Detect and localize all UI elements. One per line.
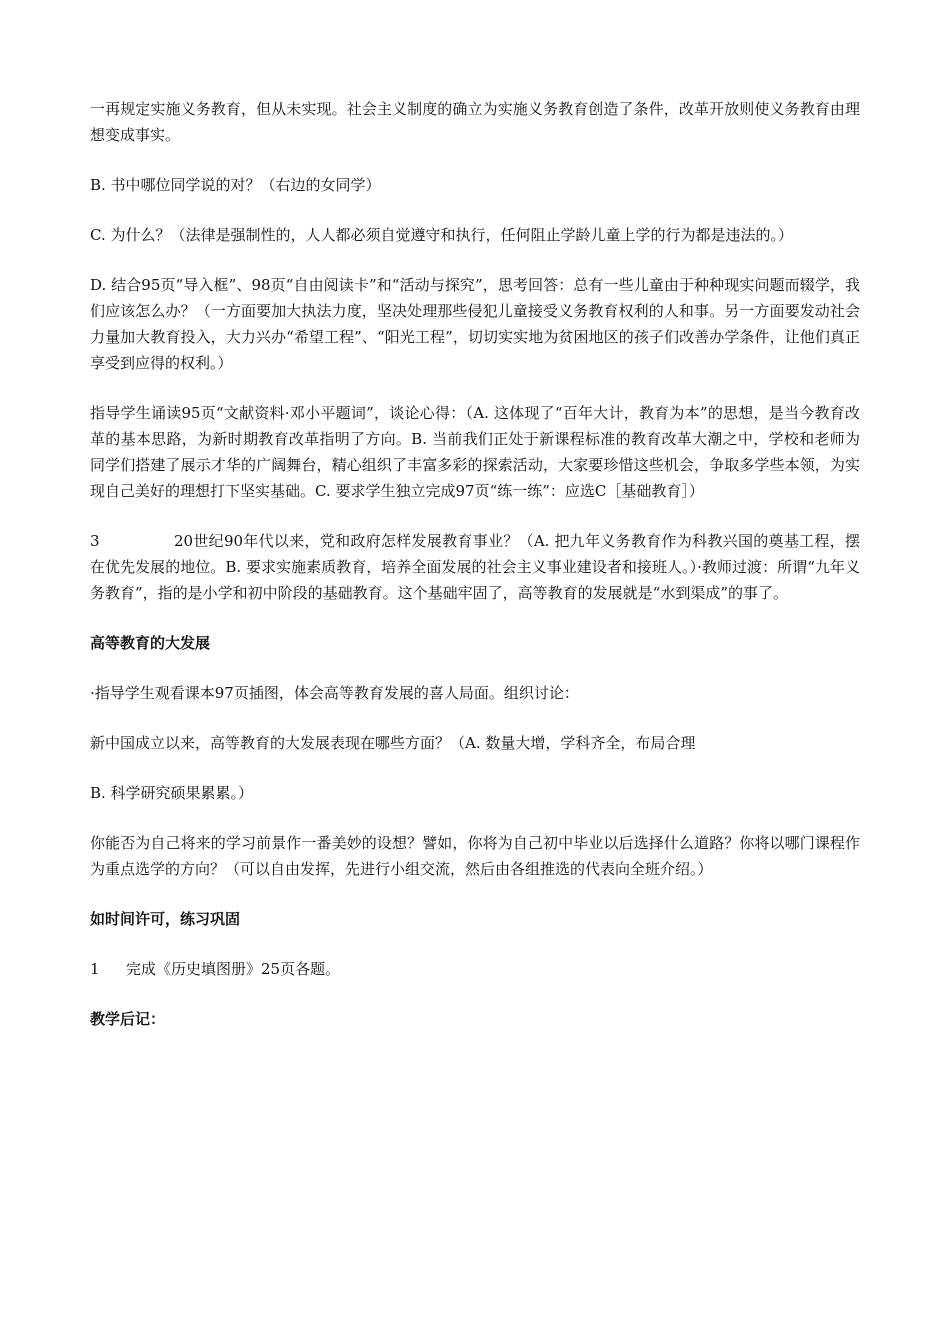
paragraph-deng-xiaoping-inscription: 指导学生诵读95页“文献资料·邓小平题词”，谈论心得：（A. 这体现了“百年大计，教育为本”的思想，是当今教育改革的基本思路，为新时期教育改革指明了方向。B. 当前我们正处于新课程标准的教育改革大潮之中，学校和老师为同学们搭建了展示才华的广阔舞台，精心组织了丰富多彩的探索活动，大家要珍惜这些机会，争取多学些本领，为实现自己美好的理想打下坚实基础。C. 要求学生独立完成97页“练一练”：应选C［基础教育］） bbox=[90, 404, 860, 500]
paragraph-question-c: C. 为什么？（法律是强制性的，人人都必须自觉遵守和执行，任何阻止学龄儿童上学的行为都是违法的。） bbox=[90, 226, 793, 244]
heading-practice: 如时间许可，练习巩固 bbox=[90, 910, 241, 928]
paragraph-item-3 bbox=[90, 528, 860, 606]
paragraph-research-results: B. 科学研究硕果累累。） bbox=[90, 784, 254, 802]
heading-teaching-notes: 教学后记： bbox=[90, 1010, 166, 1028]
item-number: 1 bbox=[90, 960, 100, 978]
paragraph-guide-illustration: ·指导学生观看课本97页插图，体会高等教育发展的喜人局面。组织讨论： bbox=[90, 684, 579, 702]
paragraph-higher-education-question: 新中国成立以来，高等教育的大发展表现在哪些方面？（A. 数量大增，学科齐全，布局合理 bbox=[90, 734, 696, 752]
paragraph-compulsory-education-history: 一再规定实施义务教育，但从未实现。社会主义制度的确立为实施义务教育创造了条件，改革开放则使义务教育由理想变成事实。 bbox=[90, 100, 860, 144]
heading-higher-education: 高等教育的大发展 bbox=[90, 634, 211, 652]
paragraph-future-plans: 你能否为自己将来的学习前景作一番美妙的设想？譬如，你将为自己初中毕业以后选择什么道路？你将以哪门课程作为重点选学的方向？（可以自由发挥，先进行小组交流，然后由各组推选的代表向全班介绍。） bbox=[90, 834, 860, 878]
item-3-text: 20世纪90年代以来，党和政府怎样发展教育事业？（A. 把九年义务教育作为科教兴国的奠基工程，摆在优先发展的地位。B. 要求实施素质教育，培养全面发展的社会主义事业建设者和接班人。）·教师过渡：所谓“九年义务教育”，指的是小学和初中阶段的基础教育。这个基础牢固了，高等教育的发展就是“水到渠成”的事了。 bbox=[90, 532, 860, 602]
paragraph-item-1 bbox=[90, 956, 860, 982]
document-page bbox=[90, 96, 860, 1056]
item-1-text: 完成《历史填图册》25页各题。 bbox=[126, 960, 341, 978]
paragraph-question-b: B. 书中哪位同学说的对？（右边的女同学） bbox=[90, 176, 381, 194]
item-number: 3 bbox=[90, 532, 100, 550]
paragraph-question-d: D. 结合95页“导入框”、98页“自由阅读卡”和“活动与探究”，思考回答：总有一些儿童由于种种现实问题而辍学，我们应该怎么办？（一方面要加大执法力度，坚决处理那些侵犯儿童接受义务教育权利的人和事。另一方面要发动社会力量加大教育投入，大力兴办“希望工程”、“阳光工程”，切切实实地为贫困地区的孩子们改善办学条件，让他们真正享受到应得的权利。） bbox=[90, 276, 860, 372]
